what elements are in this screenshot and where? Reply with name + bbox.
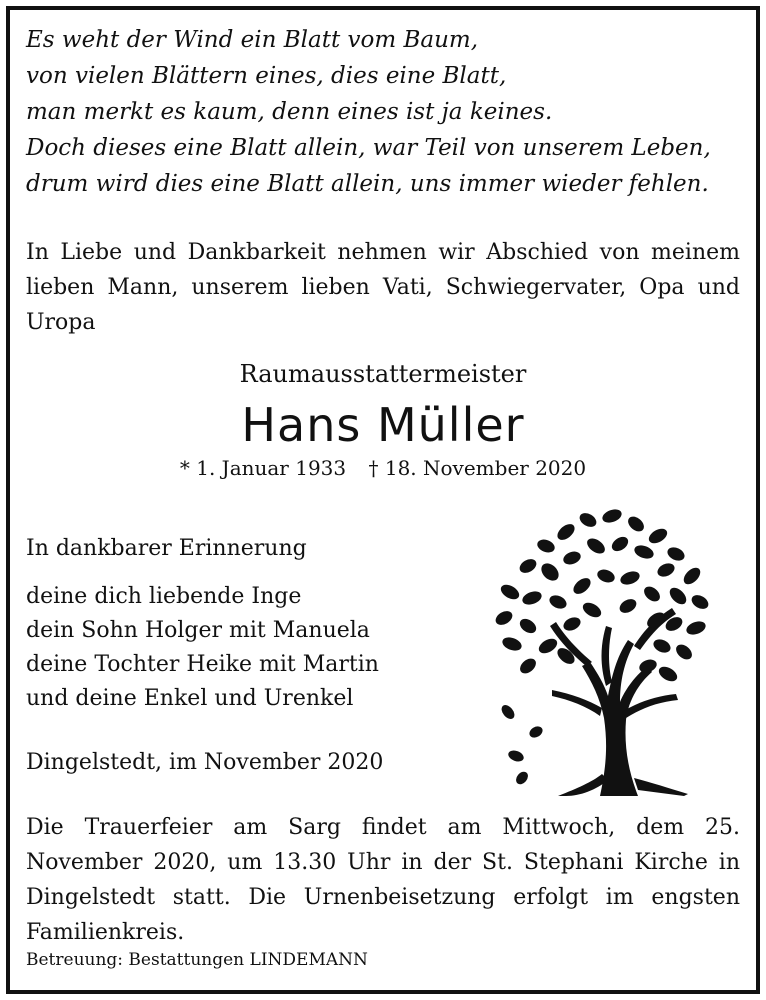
life-dates [0,456,766,480]
poem-line: Es weht der Wind ein Blatt vom Baum, [26,27,479,53]
signer: deine Tochter Heike mit Martin [26,652,379,677]
intro-text: In Liebe und Dankbarkeit nehmen wir Abschied von meinem lieben Mann, unserem lieben Vati, Schwiegervater, Opa und Uropa [26,240,740,335]
poem [26,22,711,202]
memory-heading: In dankbarer Erinnerung [26,536,307,561]
poem-line: von vielen Blättern eines, dies eine Blatt, [26,63,507,89]
poem-line: Doch dieses eine Blatt allein, war Teil von unserem Leben, [26,135,711,161]
death-date: † 18. November 2020 [368,456,587,480]
place-date: Dingelstedt, im November 2020 [26,750,384,775]
funeral-home: Betreuung: Bestattungen LINDEMANN [26,950,368,970]
signer: dein Sohn Holger mit Manuela [26,618,370,643]
signer: deine dich liebende Inge [26,584,302,609]
deceased-name: Hans Müller [241,398,525,452]
signers-list [26,580,379,716]
poem-line: man merkt es kaum, denn eines ist ja keines. [26,99,553,125]
birth-date: * 1. Januar 1933 [179,456,347,480]
signer: und deine Enkel und Urenkel [26,686,354,711]
tree-icon [488,506,718,796]
deceased-role: Raumausstattermeister [239,360,527,388]
service-info: Die Trauerfeier am Sarg findet am Mittwoch, dem 25. November 2020, um 13.30 Uhr in der St. Stephani Kirche in Dingelstedt statt. Die Urnenbeisetzung erfolgt im engsten Familienkreis. [26,815,740,945]
poem-line: drum wird dies eine Blatt allein, uns immer wieder fehlen. [26,171,709,197]
